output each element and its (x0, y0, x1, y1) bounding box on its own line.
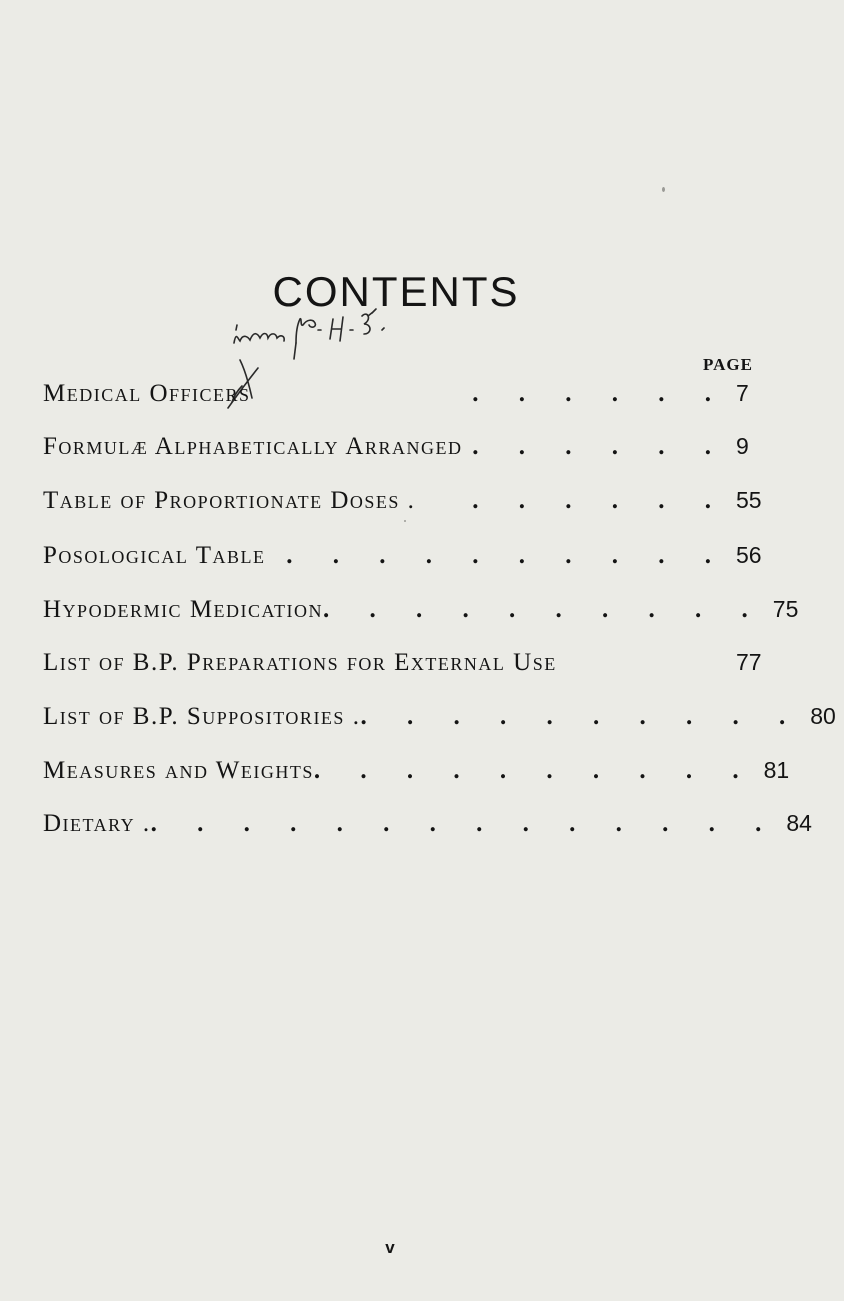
toc-entry-page: 75 (772, 596, 799, 622)
paper-speck (662, 187, 665, 192)
toc-entry (43, 649, 770, 683)
leader-dots: . . . . . . (472, 380, 728, 407)
page-column-label: PAGE (703, 355, 753, 374)
toc-entry-label: Dietary . (43, 810, 151, 837)
toc-entry-page: 7 (736, 380, 749, 406)
leader-dots: . . . . . . . . . . (360, 703, 803, 730)
toc-entry (43, 542, 770, 576)
toc-entry-label: Medical Officers (43, 380, 251, 407)
toc-entry-page: 9 (736, 433, 749, 459)
toc-entry (43, 433, 770, 467)
toc-entry-page: 80 (810, 703, 836, 729)
toc-entry (43, 487, 770, 521)
toc-entry-label: Table of Proportionate Doses . (43, 487, 416, 514)
toc-entry-label: Measures and Weights (43, 757, 314, 784)
toc-entry (43, 703, 836, 737)
toc-entry-label: Formulæ Alphabetically Arranged (43, 433, 463, 460)
toc-entry-page: 55 (736, 487, 762, 513)
toc-entry-label: List of B.P. Suppositories . (43, 703, 361, 730)
toc-entry-page: 84 (786, 810, 812, 836)
page-folio: v (385, 1238, 395, 1257)
leader-dots: . . . . . . . . . . (323, 596, 765, 623)
toc-entry (43, 596, 799, 630)
toc-entry-label: Hypodermic Medication (43, 596, 324, 623)
paper-speck (404, 520, 406, 522)
toc-entry (43, 757, 790, 791)
leader-dots: . . . . . . (472, 487, 728, 514)
toc-entry-label: List of B.P. Preparations for External Use (43, 649, 557, 676)
leader-dots: . . . . . . (472, 433, 728, 460)
leader-dots: . . . . . . . . . . . . . . (150, 810, 779, 837)
leader-dots: . . . . . . . . . . (286, 542, 728, 569)
toc-entry-page: 77 (736, 649, 762, 675)
toc-entry-label: Posological Table (43, 542, 266, 569)
toc-entry (43, 810, 812, 844)
contents-heading: CONTENTS (272, 268, 520, 315)
toc-entry-page: 81 (763, 757, 790, 783)
leader-dots: . . . . . . . . . . (313, 757, 756, 784)
toc-entry-page: 56 (736, 542, 762, 568)
toc-entry (43, 380, 770, 414)
